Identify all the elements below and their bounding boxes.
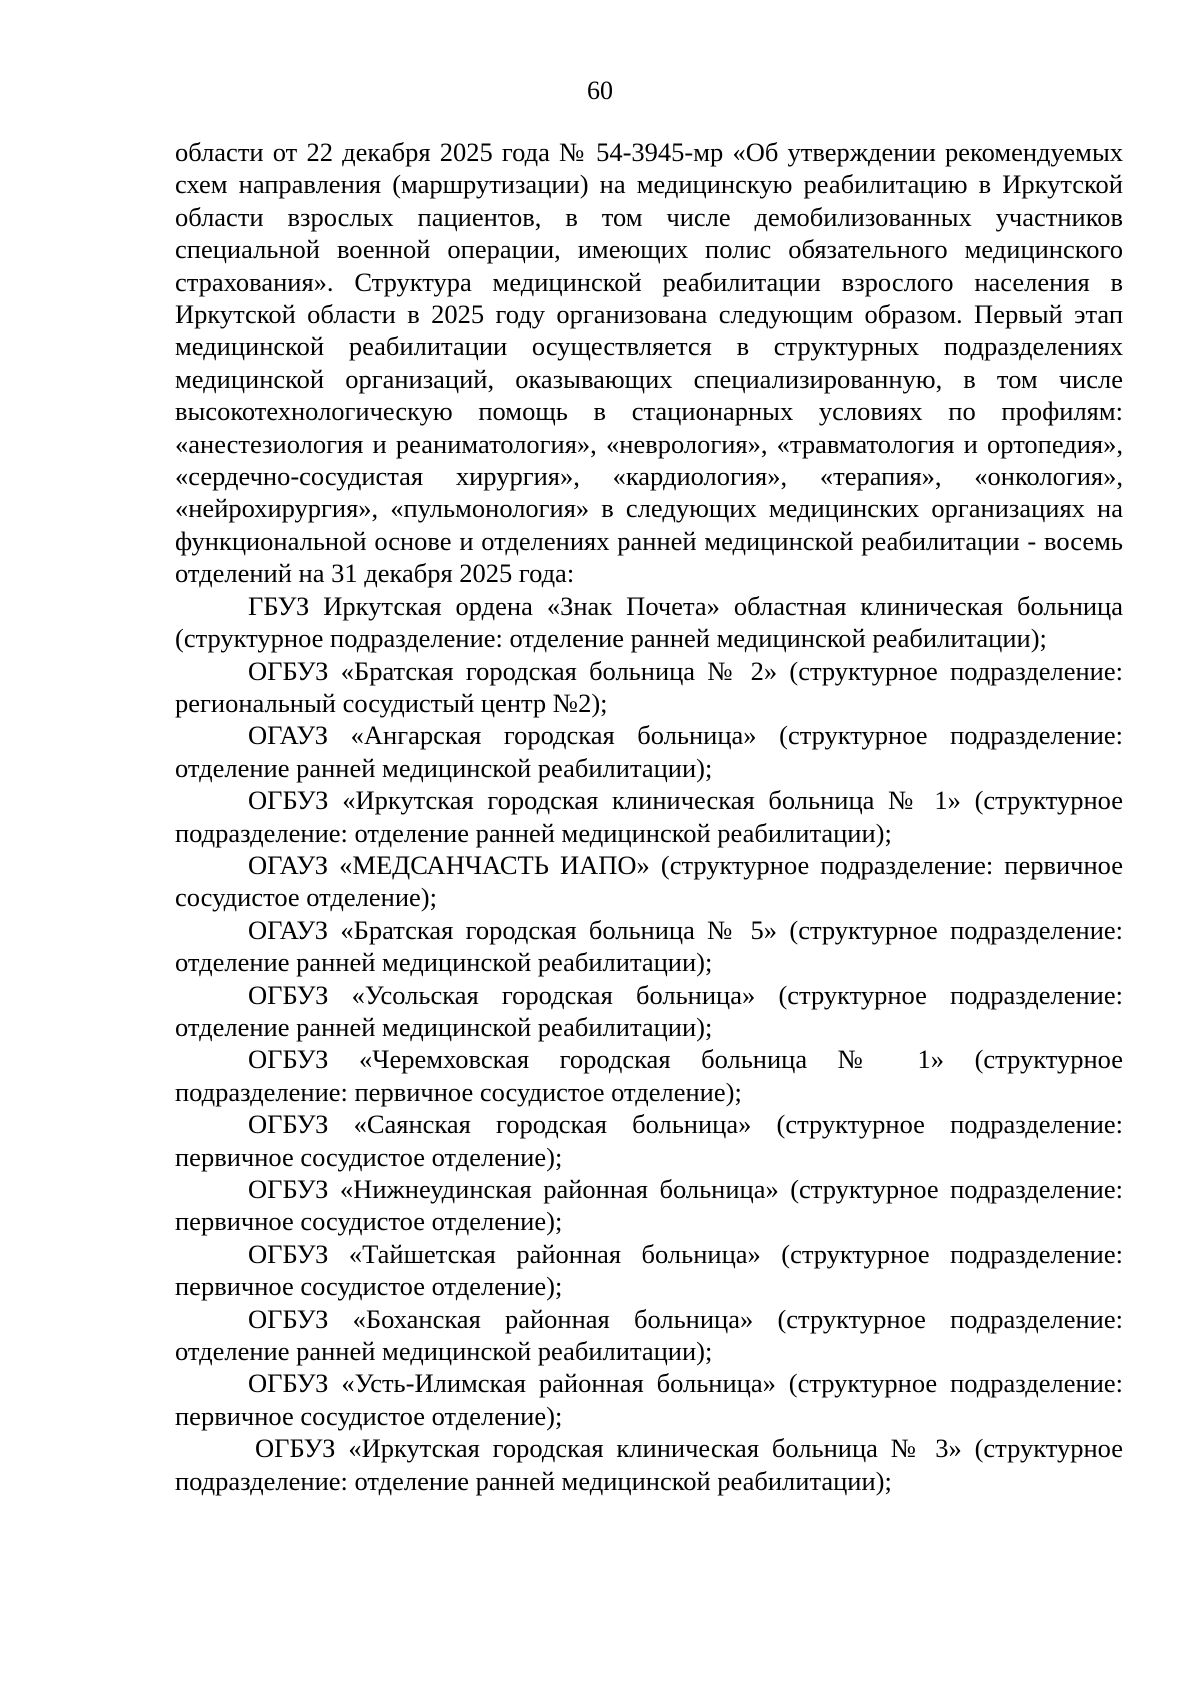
organization-item: ОГБУЗ «Иркутская городская клиническая больница № 3» (структурное подразделение: отделение ранней медицинской реабилитации);: [175, 1433, 1123, 1496]
organization-item: ОГБУЗ «Черемховская городская больница № 1» (структурное подразделение: первичное сосудистое отделение);: [175, 1044, 1123, 1107]
organization-item: ОГБУЗ «Нижнеудинская районная больница» (структурное подразделение: первичное сосудистое отделение);: [175, 1174, 1123, 1237]
organization-item: ОГАУЗ «МЕДСАНЧАСТЬ ИАПО» (структурное подразделение: первичное сосудистое отделение);: [175, 849, 1123, 913]
document-body: [175, 136, 1123, 1497]
organization-item: ОГБУЗ «Саянская городская больница» (структурное подразделение: первичное сосудистое отделение);: [175, 1109, 1123, 1172]
organization-item: ОГБУЗ «Братская городская больница № 2» (структурное подразделение: региональный сосудистый центр №2);: [175, 655, 1123, 718]
organization-item: ОГБУЗ «Иркутская городская клиническая больница № 1» (структурное подразделение: отделение ранней медицинской реабилитации);: [175, 785, 1123, 848]
organization-item: ОГБУЗ «Усть-Илимская районная больница» (структурное подразделение: первичное сосудистое отделение);: [175, 1368, 1123, 1431]
organization-item: ОГАУЗ «Ангарская городская больница» (структурное подразделение: отделение ранней медицинской реабилитации);: [175, 720, 1123, 783]
organization-item: ОГБУЗ «Усольская городская больница» (структурное подразделение: отделение ранней медицинской реабилитации);: [175, 979, 1123, 1042]
page-number: 60: [587, 76, 613, 105]
organization-item: ОГБУЗ «Боханская районная больница» (структурное подразделение: отделение ранней медицинской реабилитации);: [175, 1303, 1123, 1367]
organization-item: ОГБУЗ «Тайшетская районная больница» (структурное подразделение: первичное сосудистое отделение);: [175, 1238, 1123, 1302]
organization-item: ГБУЗ Иркутская ордена «Знак Почета» областная клиническая больница (структурное подразделение: отделение ранней медицинской реабилитации);: [175, 590, 1123, 654]
organization-item: ОГАУЗ «Братская городская больница № 5» (структурное подразделение: отделение ранней медицинской реабилитации);: [175, 914, 1123, 978]
intro-paragraph: области от 22 декабря 2025 года № 54-3945-мр «Об утверждении рекомендуемых схем направления (маршрутизации) на медицинскую реабилитацию в Иркутской области взрослых пациентов, в том числе демобилизованных участников специальной военной операции, имеющих полис обязательного медицинского страхования». Структура медицинской реабилитации взрослого населения в Иркутской области в 2025 году организована следующим образом. Первый этап медицинской реабилитации осуществляется в структурных подразделениях медицинской организаций, оказывающих специализированную, в том числе высокотехнологическую помощь в стационарных условиях по профилям: «анестезиология и реаниматология», «неврология», «травматология и ортопедия», «сердечно-сосудистая хирургия», «кардиология», «терапия», «онкология», «нейрохирургия», «пульмонология» в следующих медицинских организациях на функциональной основе и отделениях ранней медицинской реабилитации - восемь отделений на 31 декабря 2025 года:: [175, 137, 1123, 589]
